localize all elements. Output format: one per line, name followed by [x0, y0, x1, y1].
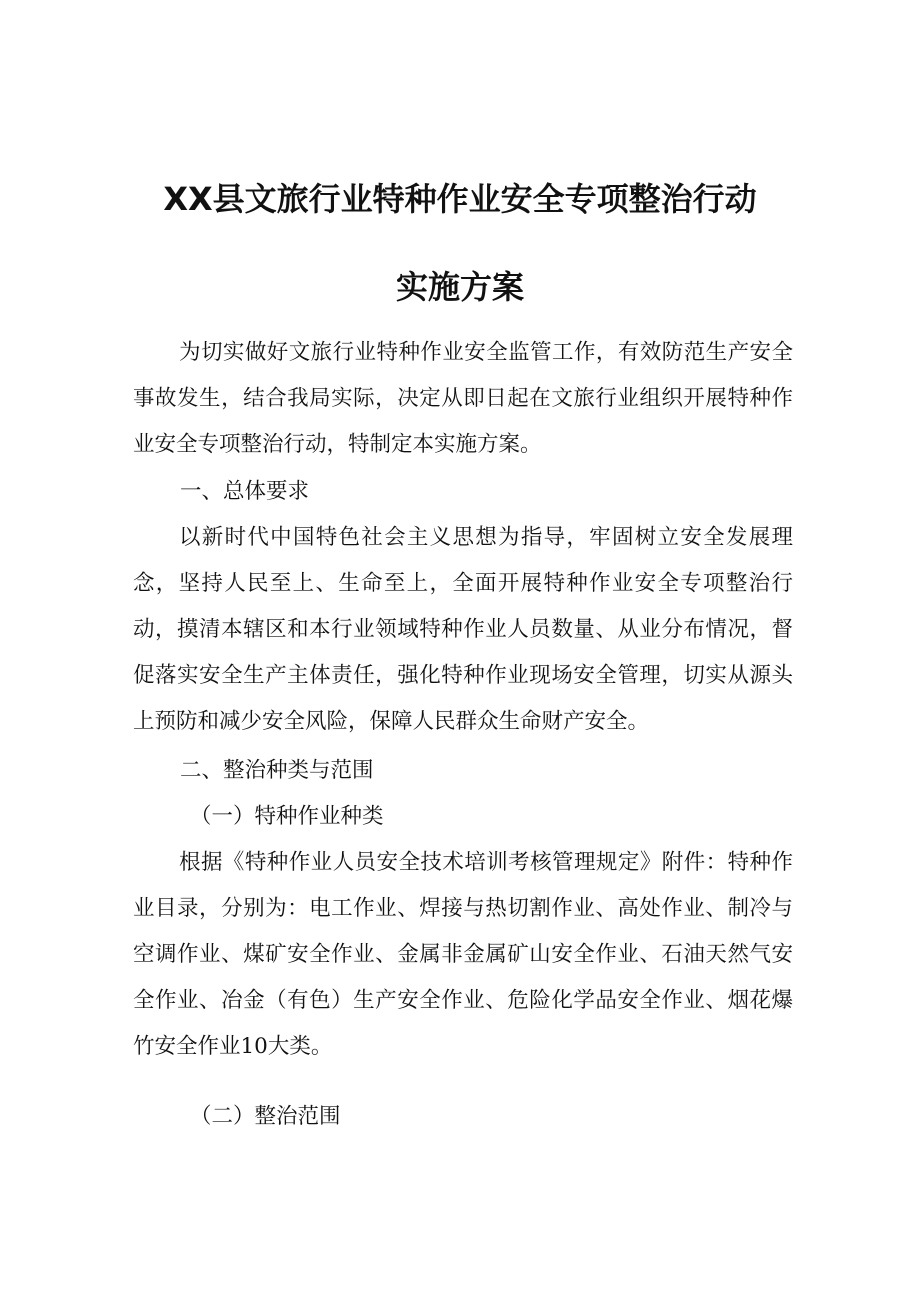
section2-subheading-2: （二）整治范围 [190, 1104, 341, 1129]
document-title-line2: 实施方案 [395, 268, 524, 306]
section2-heading: 二、整治种类与范围 [180, 758, 374, 783]
section2-sub1-paragraph: 根据《特种作业人员安全技术培训考核管理规定》附件：特种作业目录，分别为：电工作业、焊接与热切割作业、高处作业、制冷与空调作业、煤矿安全作业、金属非金属矿山安全作业、石油天然气安全作业、冶金（有色）生产安全作业、危险化学品安全作业、烟花爆竹安全作业10大类。 [133, 850, 793, 1059]
document-title-line1: XX县文旅行业特种作业安全专项整治行动 [163, 180, 757, 218]
intro-paragraph: 为切实做好文旅行业特种作业安全监管工作，有效防范生产安全事故发生，结合我局实际，决定从即日起在文旅行业组织开展特种作业安全专项整治行动，特制定本实施方案。 [133, 340, 793, 457]
section2-subheading-1: （一）特种作业种类 [190, 804, 384, 829]
section1-paragraph: 以新时代中国特色社会主义思想为指导，牢固树立安全发展理念，坚持人民至上、生命至上，全面开展特种作业安全专项整治行动，摸清本辖区和本行业领域特种作业人员数量、从业分布情况，督促落实安全生产主体责任，强化特种作业现场安全管理，切实从源头上预防和减少安全风险，保障人民群众生命财产安全。 [133, 525, 793, 734]
section1-heading: 一、总体要求 [180, 479, 310, 504]
